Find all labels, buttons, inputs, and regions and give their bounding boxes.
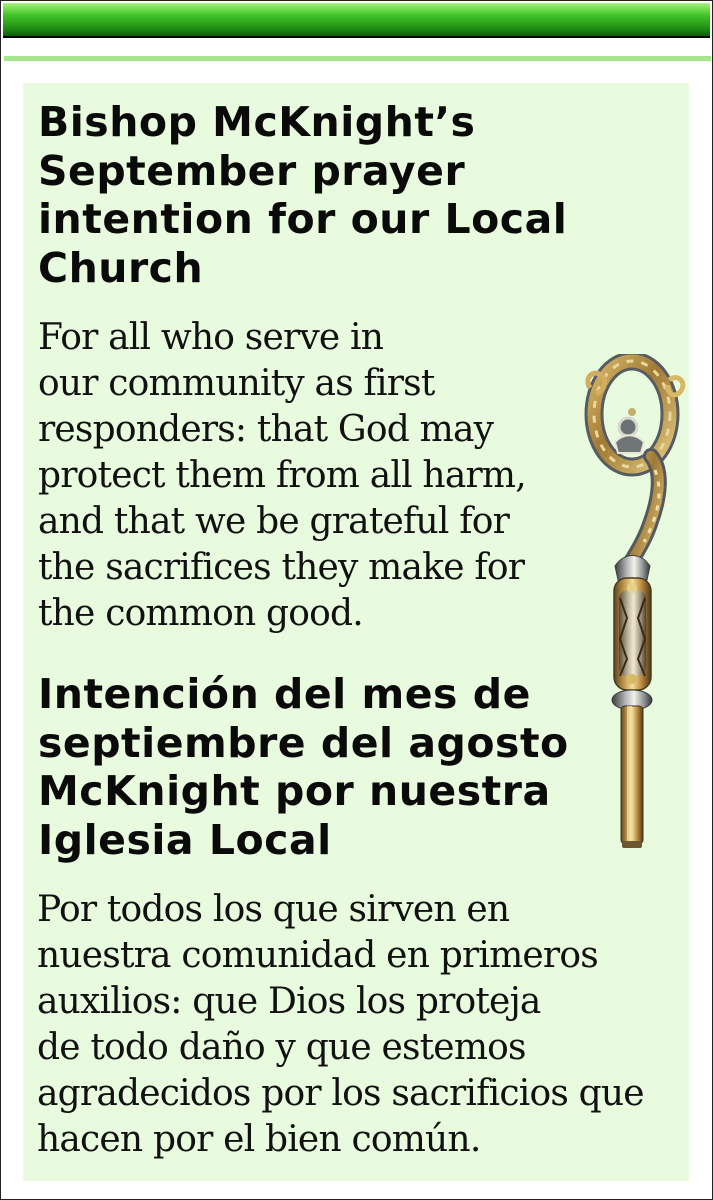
spanish-prayer-text: Por todos los que sirven en nuestra comunidad en primeros auxilios: que Dios los proteja de todo daño y que estemos agradecidos por los sacrificios que hacen por el bien común. (37, 889, 644, 1160)
spanish-heading: Intención del mes de septiembre del agosto McKnight por nuestra Iglesia Local (38, 670, 569, 864)
english-prayer-text: For all who serve in our community as first responders: that God may protect them from all harm, and that we be grateful for the sacrifices they make for the common good. (38, 317, 526, 634)
green-banner (3, 3, 710, 38)
english-heading: Bishop McKnight’s September prayer intention for our Local Church (38, 98, 568, 292)
crozier-crook (588, 361, 683, 569)
crozier-staff (612, 556, 652, 849)
green-divider (4, 56, 711, 61)
crozier-icon (572, 354, 688, 850)
